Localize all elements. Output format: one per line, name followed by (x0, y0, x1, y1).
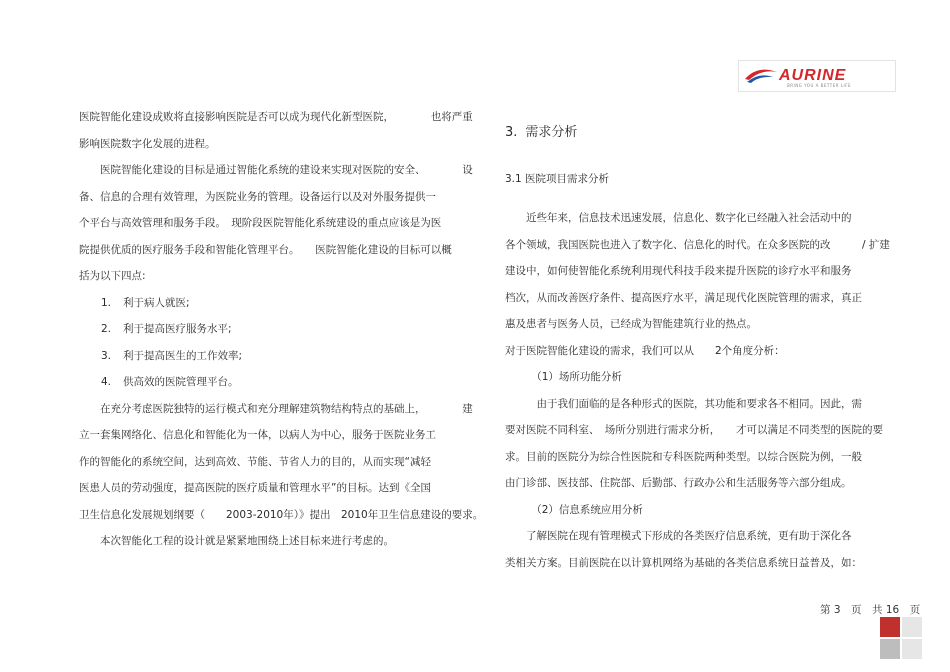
paragraph-line: 要对医院不同科室、 场所分别进行需求分析， 才可以满足不同类型的医院的要 (505, 424, 883, 436)
section-heading: 3. 需求分析 (505, 125, 578, 140)
paragraph-line: （2）信息系统应用分析 (505, 503, 643, 516)
brand-tagline: BRING YOU A BETTER LIFE (787, 83, 852, 88)
paragraph-line: 备、信息的合理有效管理，为医院业务的管理。设备运行以及对外服务提供一 (79, 190, 436, 203)
brand-logo (738, 60, 896, 92)
page-number: 第 3 页 共 16 页 (820, 604, 921, 616)
paragraph-line: 影响医院数字化发展的进程。 (79, 137, 216, 150)
decor-square-light (902, 639, 922, 659)
decor-square-red (880, 617, 900, 637)
paragraph-line: 由门诊部、医技部、住院部、后勤部、行政办公和生活服务等六部分组成。 (505, 477, 852, 489)
section-subheading: 3.1 医院项目需求分析 (505, 173, 610, 185)
list-item: 1. 利于病人就医; (101, 296, 190, 309)
paragraph-line: 个平台与高效管理和服务手段。 现阶段医院智能化系统建设的重点应该是为医 (79, 217, 442, 229)
paragraph-line: 卫生信息化发展规划纲要（ 2003-2010年）》提出 2010年卫生信息建设的要求。 (79, 508, 484, 521)
right-column (505, 205, 910, 576)
paragraph-line: 医院智能化建设的目标是通过智能化系统的建设来实现对医院的安全、 设 (79, 164, 473, 176)
paragraph-line: 在充分考虑医院独特的运行模式和充分理解建筑物结构特点的基础上， 建 (79, 402, 473, 415)
paragraph-line: 了解医院在现有管理模式下形成的各类医疗信息系统，更有助于深化各 (505, 530, 852, 542)
decor-square-light (902, 617, 922, 637)
swoosh-icon (743, 64, 779, 84)
list-item: 2. 利于提高医疗服务水平; (101, 323, 232, 335)
paragraph-line: 类相关方案。目前医院在以计算机网络为基础的各类信息系统日益普及，如： (505, 556, 862, 569)
decor-square-gray (880, 639, 900, 659)
paragraph-line: 括为以下四点: (79, 270, 146, 282)
paragraph-line: 求。目前的医院分为综合性医院和专科医院两种类型。以综合医院为例，一般 (505, 450, 862, 463)
paragraph-line: 各个领域，我国医院也进入了数字化、信息化的时代。在众多医院的改 / 扩建 (505, 238, 890, 251)
paragraph-line: 建设中，如何使智能化系统利用现代科技手段来提升医院的诊疗水平和服务 (505, 265, 852, 277)
paragraph-line: 近些年来，信息技术迅速发展，信息化、数字化已经融入社会活动中的 (505, 212, 852, 224)
brand-name: AURINE (779, 67, 847, 84)
paragraph-line: 医患人员的劳动强度，提高医院的医疗质量和管理水平”的目标。达到《全国 (79, 482, 431, 494)
paragraph-line: 对于医院智能化建设的需求，我们可以从 2个角度分析： (505, 344, 785, 357)
paragraph-line: 档次，从而改善医疗条件、提高医疗水平，满足现代化医院管理的需求，真正 (505, 291, 862, 304)
list-item: 4. 供高效的医院管理平台。 (101, 376, 239, 388)
paragraph-line: 由于我们面临的是各种形式的医院，其功能和要求各不相同。因此，需 (505, 397, 862, 410)
list-item: 3. 利于提高医生的工作效率; (101, 349, 243, 362)
left-column (79, 104, 484, 555)
paragraph-line: 院提供优质的医疗服务手段和智能化管理平台。 医院智能化建设的目标可以概 (79, 243, 452, 256)
paragraph-line: 医院智能化建设成败将直接影响医院是否可以成为现代化新型医院， 也将严重 (79, 111, 473, 123)
paragraph-line: （1）场所功能分析 (505, 371, 622, 383)
paragraph-line: 立一套集网络化、信息化和智能化为一体，以病人为中心，服务于医院业务工 (79, 429, 436, 441)
paragraph-line: 作的智能化的系统空间，达到高效、节能、节省人力的目的，从而实现“减轻 (79, 455, 431, 468)
paragraph-line: 本次智能化工程的设计就是紧紧地围绕上述目标来进行考虑的。 (79, 535, 394, 547)
paragraph-line: 惠及患者与医务人员，已经成为智能建筑行业的热点。 (505, 318, 757, 330)
